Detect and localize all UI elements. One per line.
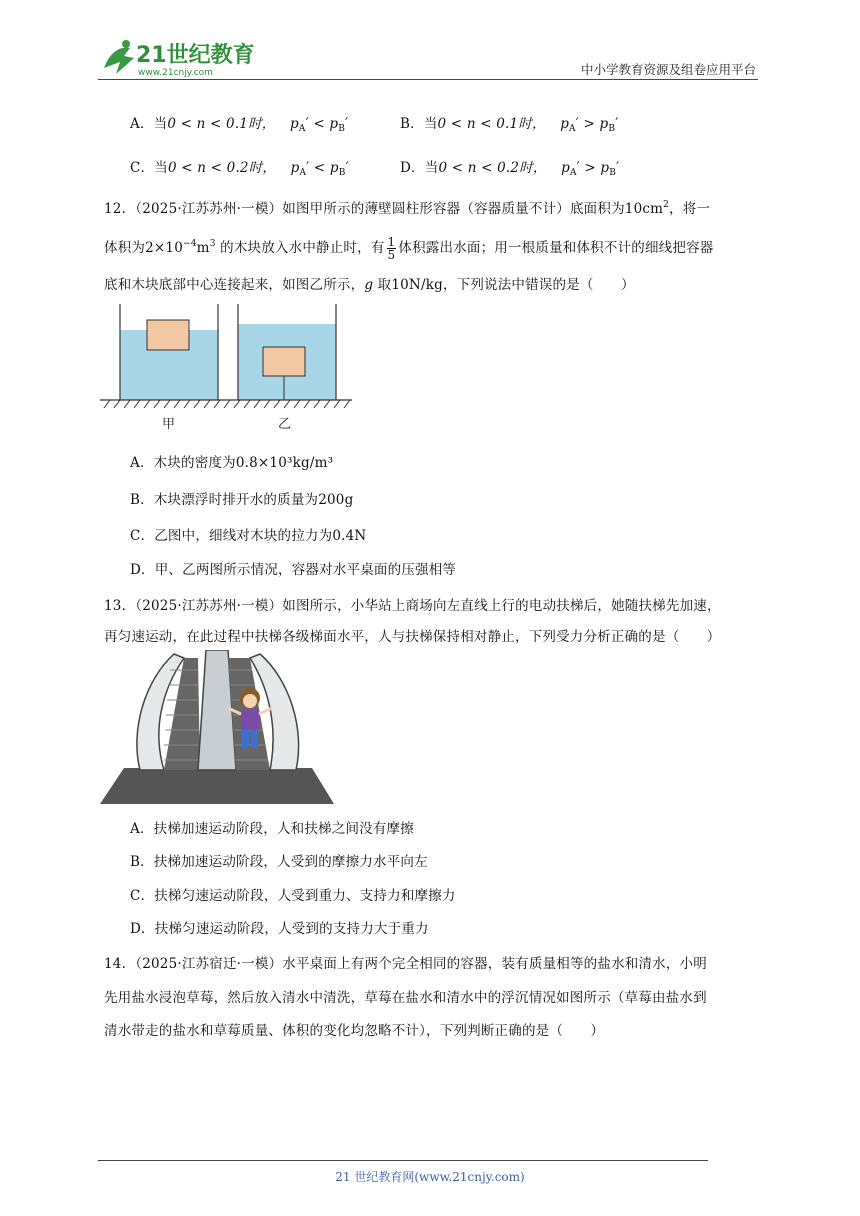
q14-line-3: 清水带走的盐水和草莓质量、体积的变化均忽略不计），下列判断正确的是（ ） xyxy=(104,1023,605,1039)
q12-line-1: 12．（2025·江苏苏州·一模）如图甲所示的薄壁圆柱形容器（容器质量不计）底面积为$10cm^2$，将一 xyxy=(104,200,711,217)
q11-option-d: D．当0 < n < 0.2时， $p_A' > p_B'$ xyxy=(400,160,620,178)
q12-option-a: A．木块的密度为0.8×10³kg/m³ xyxy=(130,455,334,471)
footer-text[interactable]: 21 世纪教育网(www.21cnjy.com) xyxy=(335,1170,525,1184)
q12-line-2: 体积为$2\times 10^{-4}m^3$ 的木块放入水中静止时，有 $\frac{1}{5}$ 体积露出水面；用一根质量和体积不计的细线把容器 xyxy=(104,235,714,262)
fraction-one-fifth: $\frac{1}{5}$ xyxy=(387,235,396,262)
q13-option-a: A．扶梯加速运动阶段，人和扶梯之间没有摩擦 xyxy=(130,821,414,837)
q13-line-1: 13．（2025·江苏苏州·一模）如图所示，小华站上商场向左直线上行的电动扶梯后，她随扶梯先加速， xyxy=(104,598,721,614)
q11-option-c: C．当0 < n < 0.2时， $p_A' < p_B'$ xyxy=(130,160,349,178)
q12-option-c: C．乙图中，细线对木块的拉力为0.4N xyxy=(130,528,367,544)
q12-line-3: 底和木块底部中心连接起来，如图乙所示，g 取10N/kg，下列说法中错误的是（ ） xyxy=(104,277,635,293)
q13-option-c: C．扶梯匀速运动阶段，人受到重力、支持力和摩擦力 xyxy=(130,888,456,904)
q13-option-d: D．扶梯匀速运动阶段，人受到的支持力大于重力 xyxy=(130,921,429,937)
q14-line-2: 先用盐水浸泡草莓，然后放入清水中清洗，草莓在盐水和清水中的浮沉情况如图所示（草莓由盐水到 xyxy=(104,990,707,1006)
escalator-image xyxy=(100,650,334,806)
footer-divider xyxy=(98,1160,708,1161)
q12-figure xyxy=(98,300,360,440)
header-divider xyxy=(98,79,758,80)
q12-option-b: B．木块漂浮时排开水的质量为200g xyxy=(130,492,354,508)
fig-label-yi: 乙 xyxy=(278,417,292,432)
q11-option-b: B．当0 < n < 0.1时， $p_A' > p_B'$ xyxy=(400,116,619,134)
q11-option-a: A．当0 < n < 0.1时， $p_A' < p_B'$ xyxy=(130,116,349,134)
q13-option-b: B．扶梯加速运动阶段，人受到的摩擦力水平向左 xyxy=(130,854,428,870)
fig-label-jia: 甲 xyxy=(162,417,176,432)
header-right-text: 中小学教育资源及组卷应用平台 xyxy=(580,62,756,77)
q12-option-d: D．甲、乙两图所示情况，容器对水平桌面的压强相等 xyxy=(130,562,457,578)
site-logo xyxy=(96,38,266,80)
q14-line-1: 14．（2025·江苏宿迁·一模）水平桌面上有两个完全相同的容器，装有质量相等的盐水和清水，小明 xyxy=(104,956,707,972)
q13-line-2: 再匀速运动，在此过程中扶梯各级梯面水平，人与扶梯保持相对静止，下列受力分析正确的是（ ） xyxy=(104,629,721,645)
logo-text: 21世纪教育 xyxy=(136,43,255,68)
logo-url: www.21cnjy.com xyxy=(138,68,213,78)
